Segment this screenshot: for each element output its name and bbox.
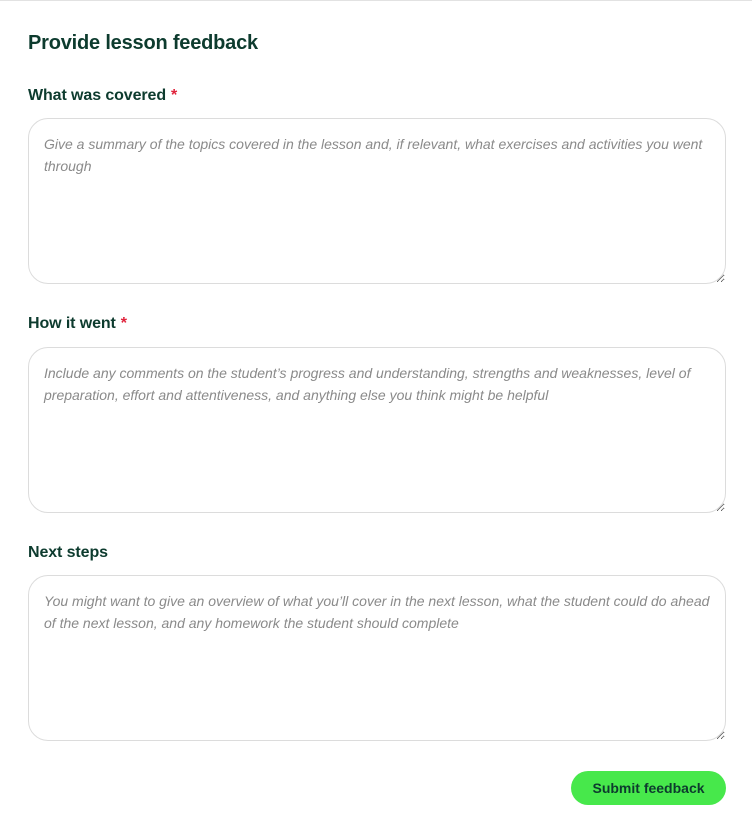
- how-it-went-label-text: How it went: [28, 315, 116, 332]
- how-it-went-textarea[interactable]: [28, 347, 726, 513]
- submit-feedback-button[interactable]: Submit feedback: [571, 771, 726, 805]
- what-was-covered-label: [28, 86, 177, 106]
- what-was-covered-textarea[interactable]: [28, 118, 726, 284]
- required-marker: *: [171, 87, 178, 104]
- next-steps-textarea[interactable]: [28, 575, 726, 741]
- next-steps-label-text: Next steps: [28, 544, 108, 561]
- how-it-went-label: [28, 314, 127, 334]
- top-divider: [0, 0, 752, 1]
- required-marker: *: [120, 315, 127, 332]
- page-title: Provide lesson feedback: [28, 32, 258, 54]
- what-was-covered-label-text: What was covered: [28, 87, 167, 104]
- next-steps-label: [28, 543, 108, 563]
